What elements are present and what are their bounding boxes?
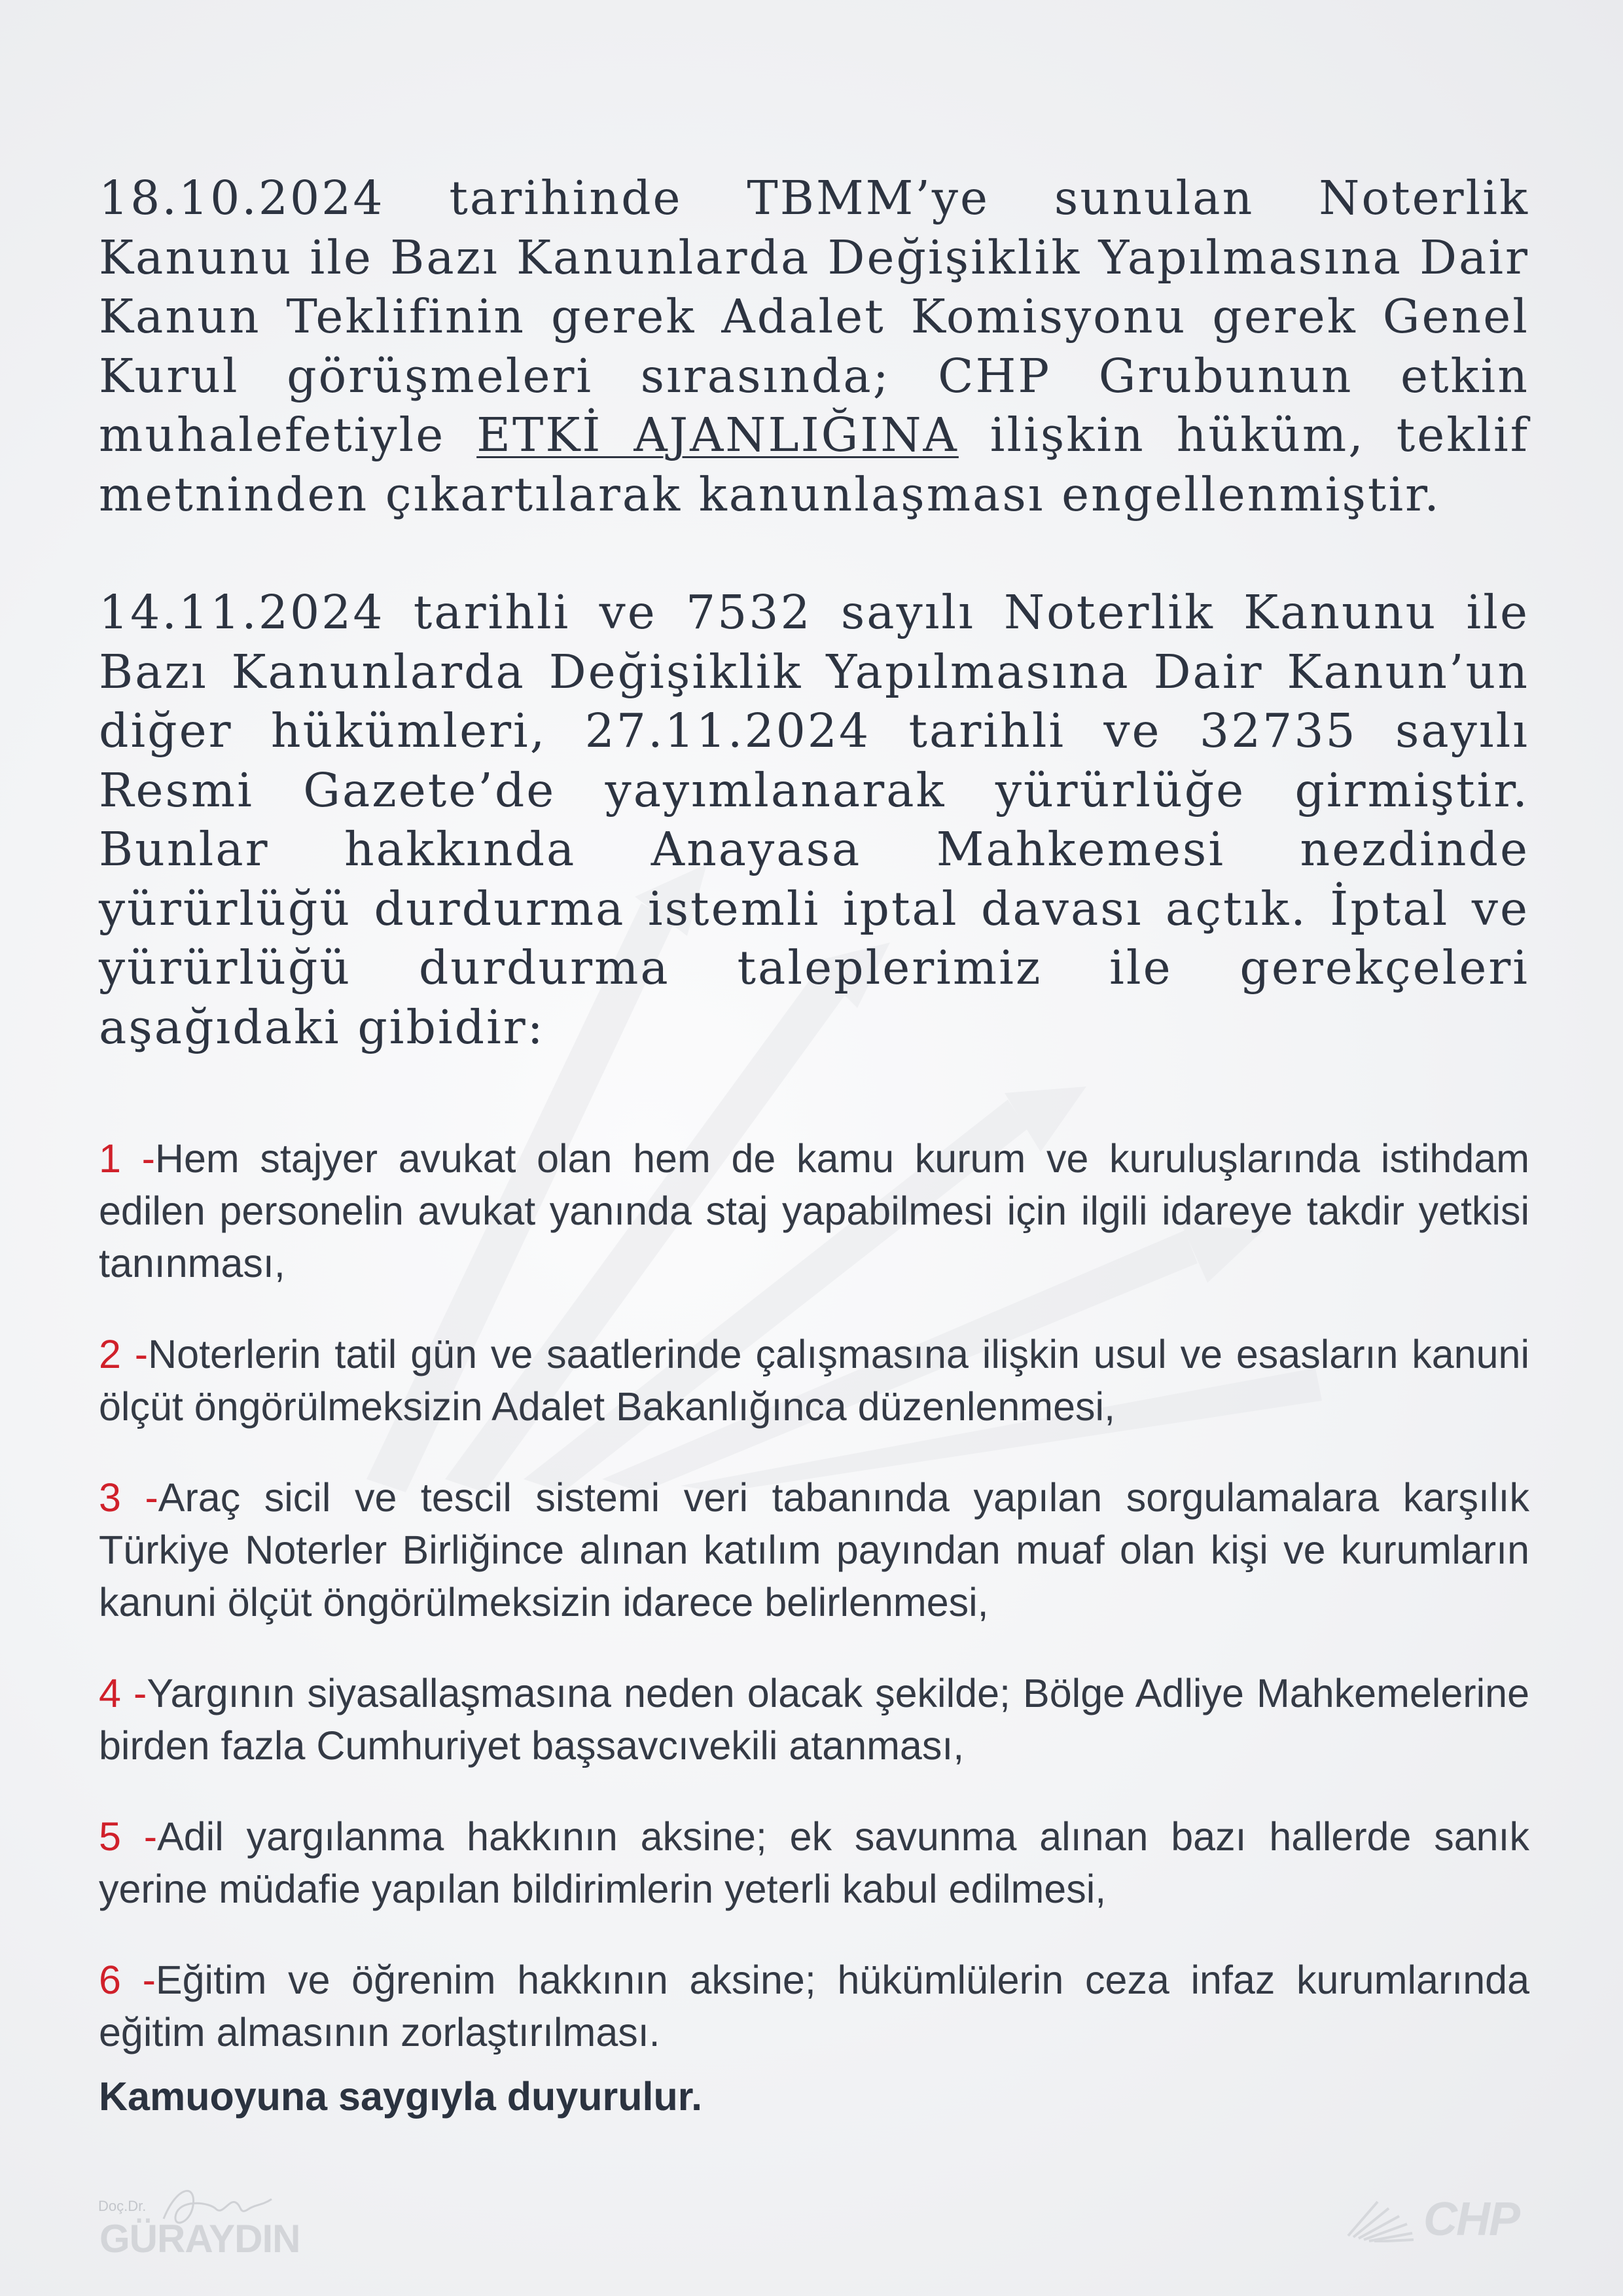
statement-body <box>99 169 1529 2123</box>
list-item <box>99 1132 1529 1289</box>
list-item <box>99 1471 1529 1628</box>
signature-title: Doç.Dr. <box>98 2198 147 2214</box>
logo-text: CHP <box>1423 2193 1520 2246</box>
list-item <box>99 1810 1529 1915</box>
list-item <box>99 1328 1529 1433</box>
item-text: Araç sicil ve tescil sistemi veri tabanında yapılan sorgulamalara karşılık Türkiye Noterler Birliğince alınan katılım payından muaf olan kişi ve kurumların kanuni ölçüt öngörülmeksizin idarece belirlenmesi, <box>99 1475 1529 1624</box>
item-number: 1 - <box>99 1136 155 1181</box>
intro-text-end: ilişkin hüküm, teklif metninden çıkartılarak kanunlaşması engellenmiştir. <box>99 408 1529 522</box>
list-item <box>99 1954 1529 2058</box>
closing-line: Kamuoyuna saygıyla duyurulur. <box>99 2074 703 2119</box>
item-number: 6 - <box>99 1958 156 2002</box>
signature-block <box>98 2179 300 2271</box>
item-text: Noterlerin tatil gün ve saatlerinde çalışmasına ilişkin usul ve esasların kanuni ölçüt öngörülmeksizin Adalet Bakanlığınca düzenlenmesi, <box>99 1332 1530 1429</box>
list-item <box>99 1667 1529 1772</box>
chp-logo <box>1342 2186 1538 2251</box>
chp-six-arrows-icon <box>1342 2197 1414 2242</box>
item-text: Yargının siyasallaşmasına neden olacak şekilde; Bölge Adliye Mahkemelerine birden fazla Cumhuriyet başsavcıvekili atanması, <box>99 1671 1529 1768</box>
intro-paragraph <box>99 169 1529 524</box>
signature-name: GÜRAYDIN <box>99 2217 300 2261</box>
law-paragraph: 14.11.2024 tarihli ve 7532 sayılı Noterlik Kanunu ile Bazı Kanunlarda Değişiklik Yapılmasına Dair Kanun’un diğer hükümleri, 27.11.2024 tarihli ve 32735 sayılı Resmi Gazete’de yayımlanarak yürürlüğe girmiştir. Bunlar hakkında Anayasa Mahkemesi nezdinde yürürlüğü durdurma istemli iptal davası açtık. İptal ve yürürlüğü durdurma taleplerimiz ile gerekçeleri aşağıdaki gibidir: <box>99 585 1529 1054</box>
item-text: Adil yargılanma hakkının aksine; ek savunma alınan bazı hallerde sanık yerine müdafie yapılan bildirimlerin yeterli kabul edilmesi, <box>99 1814 1530 1911</box>
item-text: Hem stajyer avukat olan hem de kamu kurum ve kuruluşlarında istihdam edilen personelin avukat yanında staj yapabilmesi için ilgili idareye takdir yetkisi tanınması, <box>99 1136 1530 1285</box>
reasons-list <box>99 1132 1529 2058</box>
intro-text-start: 18.10.2024 tarihinde TBMM’ye sunulan Noterlik Kanunu ile Bazı Kanunlarda Değişiklik Yapılmasına Dair Kanun Teklifinin gerek Adalet Komisyonu gerek Genel Kurul görüşmeleri sırasında; CHP Grubunun etkin muhalefetiyle <box>99 171 1529 462</box>
item-text: Eğitim ve öğrenim hakkının aksine; hükümlülerin ceza infaz kurumlarında eğitim almasının zorlaştırılması. <box>99 1958 1529 2054</box>
item-number: 5 - <box>99 1814 158 1859</box>
item-number: 4 - <box>99 1671 147 1715</box>
underlined-phrase: ETKİ AJANLIĞINA <box>476 408 959 462</box>
item-number: 3 - <box>99 1475 158 1520</box>
item-number: 2 - <box>99 1332 149 1376</box>
